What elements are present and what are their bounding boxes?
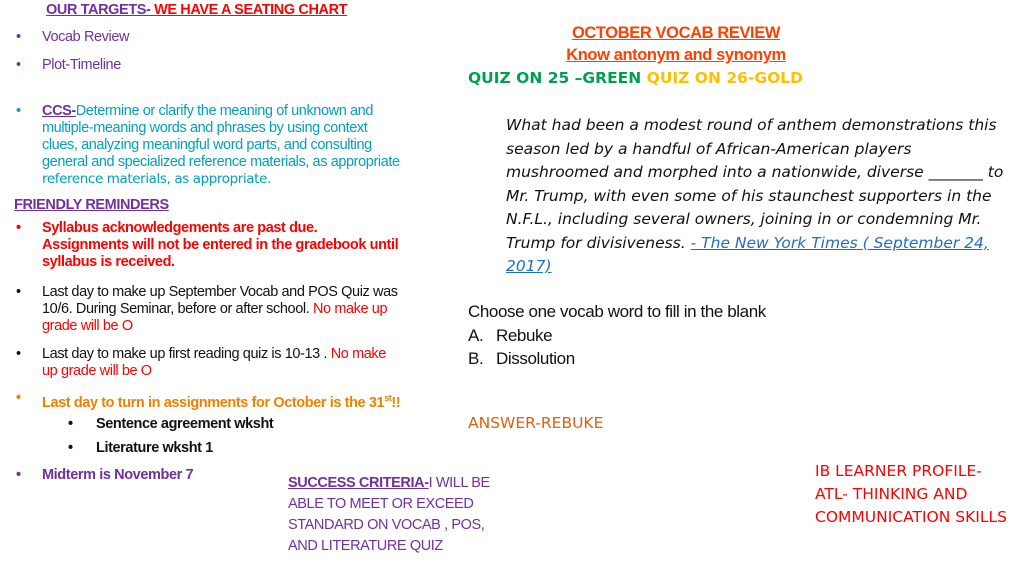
sub-item: • Literature wksht 1 [14,440,404,457]
list-item: • Plot-Timeline [14,57,404,74]
targets-title: OUR TARGETS- WE HAVE A SEATING CHART [46,2,348,18]
reminders-list [14,220,404,412]
answer-text: ANSWER-REBUKE [468,414,604,432]
choose-prompt: Choose one vocab word to fill in the blank [468,302,766,321]
page-title: OCTOBER VOCAB REVIEW [571,24,781,42]
ib-learner-profile: IB LEARNER PROFILE- ATL- THINKING AND COMMUNICATION SKILLS [815,462,1007,526]
left-column [14,2,404,484]
sub-list [14,416,404,457]
midterm-item: • Midterm is November 7 [14,467,404,484]
choice-block [468,300,766,371]
targets-list [14,29,404,74]
reminders-title: FRIENDLY REMINDERS [14,197,169,213]
quote-source-link[interactable]: - The New York Times ( September 24, 2017) [506,233,989,275]
reminder-item: • Last day to turn in assignments for October is the 31st!! [14,390,404,412]
success-criteria: SUCCESS CRITERIA-I WILL BE ABLE TO MEET OR EXCEED STANDARD ON VOCAB , POS, AND LITERATURE QUIZ [288,475,490,554]
ccs-item: • CCS-Determine or clarify the meaning of unknown and multiple-meaning words and phrases by using context clues, analyzing meaningful word parts, and consulting general and specialized reference materials, as appropriate reference materials, as appropriate. [14,103,404,188]
vocab-review-heading [466,22,886,66]
option-b: B. Dissolution [468,349,575,368]
page-subtitle: Know antonym and synonym [566,46,786,64]
reminder-item: • Syllabus acknowledgements are past due. Assignments will not be entered in the gradebook until syllabus is received. [14,220,404,271]
reminder-item: • Last day to make up September Vocab and POS Quiz was 10/6. During Seminar, before or after school. No make up grade will be O [14,284,404,335]
vocab-quote: What had been a modest round of anthem demonstrations this season led by a handful of African-American players mushroomed and morphed into a nationwide, diverse _______ to Mr. Trump, with even some of his staunchest supporters in the N.F.L., including several owners, joining in or condemning Mr. Trump for divisiveness. - The New York Times ( September 24, 2017) [506,116,1004,275]
reminder-item: • Last day to make up first reading quiz is 10-13 . No make up grade will be O [14,346,404,380]
quiz-dates: QUIZ ON 25 –GREEN QUIZ ON 26-GOLD [468,69,803,87]
ccs-list [14,103,404,188]
list-item: • Vocab Review [14,29,404,46]
sub-item: • Sentence agreement wksht [14,416,404,433]
option-a: A. Rebuke [468,325,553,345]
